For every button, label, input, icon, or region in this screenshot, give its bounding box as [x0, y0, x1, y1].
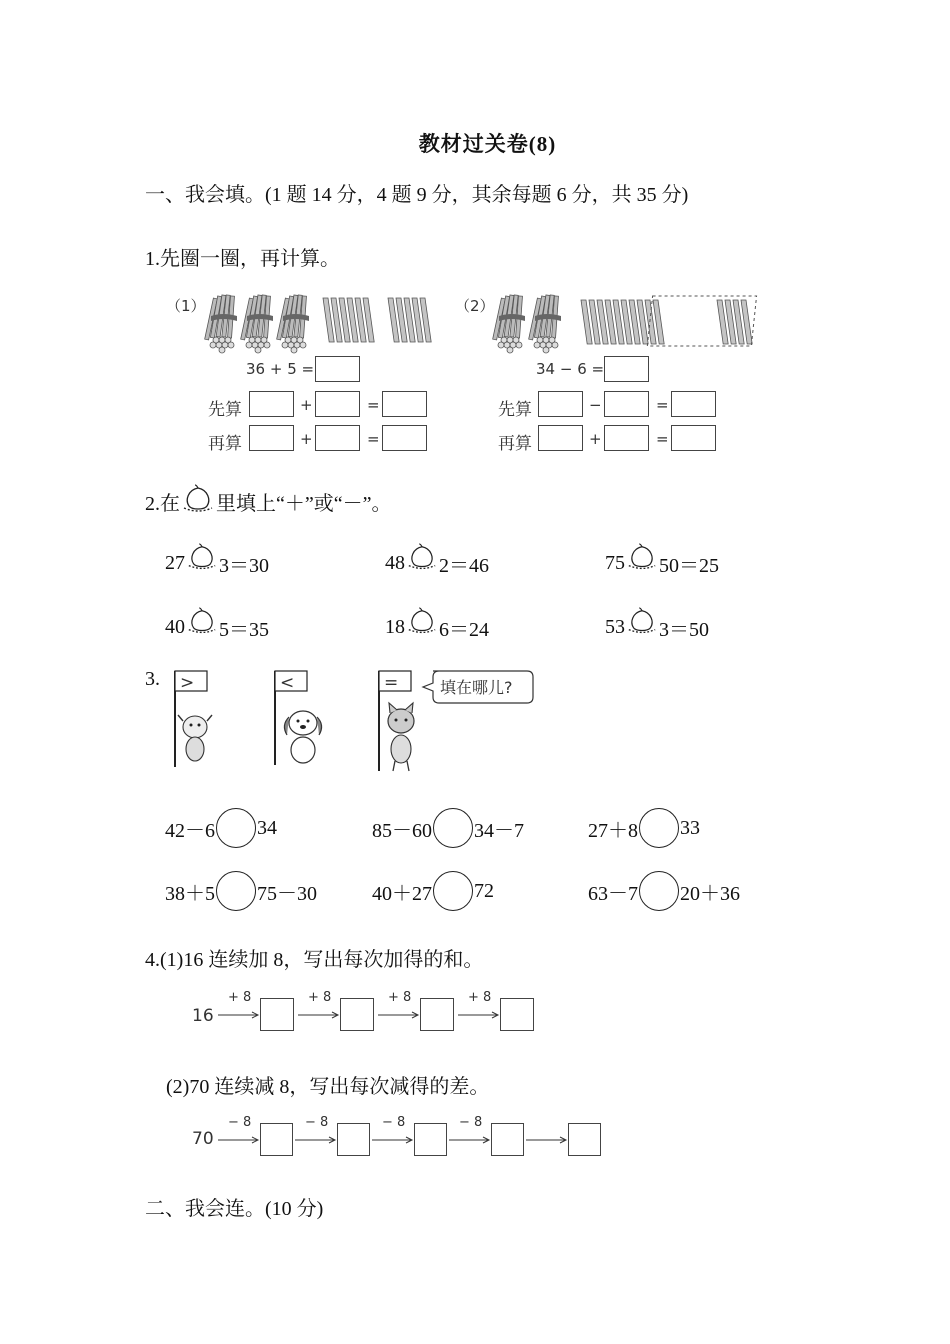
- q3-item: [165, 808, 277, 848]
- right-arrow-icon: [298, 1010, 342, 1020]
- q3-answer-circle[interactable]: [639, 871, 679, 911]
- q2-item: [605, 613, 709, 642]
- q1-part1-equation: 36 + 5 =: [246, 360, 315, 378]
- q3-answer-circle[interactable]: [433, 871, 473, 911]
- q2-operator-slot[interactable]: [625, 607, 659, 639]
- q2-item: [165, 613, 269, 642]
- q1-part1-then-box-c[interactable]: [382, 425, 427, 451]
- chain-answer-box[interactable]: [340, 998, 374, 1031]
- q1-part2-first-op: −: [589, 396, 602, 414]
- question-2-prompt-start: 2.在: [145, 492, 180, 515]
- q1-part2-first-box-b[interactable]: [604, 391, 649, 417]
- q1-part2-then-box-a[interactable]: [538, 425, 583, 451]
- q3-right: 34: [257, 816, 277, 839]
- q2-operator-slot[interactable]: [185, 543, 219, 575]
- q3-right: 33: [680, 816, 700, 839]
- q2-right: 5＝35: [219, 619, 269, 641]
- q2-left: 75: [605, 552, 625, 574]
- q3-left: 40＋27: [372, 882, 432, 905]
- q2-item: [605, 549, 719, 578]
- peach-icon: [180, 484, 216, 518]
- q1-part2-first-eq: =: [656, 396, 669, 414]
- q1-part2-then-box-b[interactable]: [604, 425, 649, 451]
- right-arrow-icon: [295, 1135, 339, 1145]
- step-label: + 8: [228, 990, 252, 1005]
- q3-item: [372, 808, 524, 848]
- q3-left: 85－60: [372, 819, 432, 842]
- question-2-prompt: [145, 484, 392, 518]
- q1-part2-label: （2）: [455, 297, 495, 315]
- q3-item: [588, 871, 740, 911]
- question-4-prompt-2: (2)70 连续减 8，写出每次减得的差。: [166, 1076, 490, 1098]
- q2-right: 6＝24: [439, 619, 489, 641]
- peach-icon: [185, 543, 219, 575]
- q3-flag-equal: =: [384, 673, 399, 693]
- q3-speech-bubble: 填在哪儿?: [440, 678, 513, 697]
- chain-answer-box[interactable]: [260, 998, 294, 1031]
- step-label: + 8: [388, 990, 412, 1005]
- q2-left: 18: [385, 616, 405, 638]
- q3-right: 34－7: [474, 819, 524, 842]
- q1-part2-first-label: 先算: [498, 400, 532, 420]
- q1-part2-sticks-illustration: [493, 292, 763, 354]
- right-arrow-icon: [372, 1135, 416, 1145]
- right-arrow-icon: [458, 1010, 502, 1020]
- section-2-heading: 二、我会连。(10 分): [145, 1198, 324, 1220]
- q1-part1-label: （1）: [166, 297, 206, 315]
- q1-part1-first-box-b[interactable]: [315, 391, 360, 417]
- question-2-prompt-end: 里填上“＋”或“－”。: [216, 492, 392, 515]
- chain-answer-box[interactable]: [500, 998, 534, 1031]
- chain-answer-box[interactable]: [414, 1123, 447, 1156]
- page-title: 教材过关卷(8): [418, 132, 557, 156]
- q2-operator-slot[interactable]: [185, 607, 219, 639]
- q2-left: 27: [165, 552, 185, 574]
- q3-answer-circle[interactable]: [433, 808, 473, 848]
- q1-part2-answer-box[interactable]: [604, 356, 649, 382]
- q2-operator-slot[interactable]: [625, 543, 659, 575]
- q1-part1-first-op: +: [300, 396, 313, 414]
- q1-part2-then-label: 再算: [498, 434, 532, 454]
- right-arrow-icon: [378, 1010, 422, 1020]
- q4-start-2: 70: [192, 1129, 214, 1149]
- peach-icon: [405, 543, 439, 575]
- right-arrow-icon: [218, 1010, 262, 1020]
- q3-item: [372, 871, 494, 911]
- q1-part1-then-label: 再算: [208, 434, 242, 454]
- q2-right: 3＝30: [219, 555, 269, 577]
- q1-part2-equation: 34 − 6 =: [536, 360, 605, 378]
- q1-part1-first-eq: =: [367, 396, 380, 414]
- q2-left: 48: [385, 552, 405, 574]
- peach-icon: [405, 607, 439, 639]
- q2-right: 2＝46: [439, 555, 489, 577]
- q1-part1-first-box-a[interactable]: [249, 391, 294, 417]
- question-1-prompt: 1.先圈一圈，再计算。: [145, 248, 340, 270]
- peach-icon: [185, 607, 219, 639]
- right-arrow-icon: [218, 1135, 262, 1145]
- section-1-heading: 一、我会填。(1 题 14 分，4 题 9 分，其余每题 6 分，共 35 分): [145, 184, 689, 206]
- q2-item: [165, 549, 269, 578]
- q3-answer-circle[interactable]: [216, 808, 256, 848]
- step-label: − 8: [382, 1115, 406, 1130]
- q3-left: 27＋8: [588, 819, 638, 842]
- q2-right: 50＝25: [659, 555, 719, 577]
- q1-part1-then-box-a[interactable]: [249, 425, 294, 451]
- q1-part1-first-box-c[interactable]: [382, 391, 427, 417]
- q4-start-1: 16: [192, 1006, 214, 1026]
- q1-part2-then-eq: =: [656, 430, 669, 448]
- question-3-number: 3.: [145, 668, 160, 690]
- q1-part2-first-box-c[interactable]: [671, 391, 716, 417]
- q3-right: 75－30: [257, 882, 317, 905]
- chain-answer-box[interactable]: [420, 998, 454, 1031]
- q2-item: [385, 613, 489, 642]
- step-label: − 8: [228, 1115, 252, 1130]
- q2-left: 53: [605, 616, 625, 638]
- q3-answer-circle[interactable]: [216, 871, 256, 911]
- q3-left: 42－6: [165, 819, 215, 842]
- q2-item: [385, 549, 489, 578]
- q1-part1-answer-box[interactable]: [315, 356, 360, 382]
- step-label: + 8: [308, 990, 332, 1005]
- step-label: + 8: [468, 990, 492, 1005]
- q1-part2-then-op: +: [589, 430, 602, 448]
- q3-left: 63－7: [588, 882, 638, 905]
- chain-answer-box[interactable]: [491, 1123, 524, 1156]
- q3-flag-less: <: [280, 673, 295, 693]
- step-label: − 8: [305, 1115, 329, 1130]
- q1-part1-then-eq: =: [367, 430, 380, 448]
- peach-icon: [625, 543, 659, 575]
- right-arrow-icon: [449, 1135, 493, 1145]
- q3-item: [588, 808, 700, 848]
- q1-part1-then-box-b[interactable]: [315, 425, 360, 451]
- q3-left: 38＋5: [165, 882, 215, 905]
- step-label: − 8: [459, 1115, 483, 1130]
- q3-answer-circle[interactable]: [639, 808, 679, 848]
- chain-answer-box[interactable]: [568, 1123, 601, 1156]
- peach-icon: [625, 607, 659, 639]
- chain-answer-box[interactable]: [337, 1123, 370, 1156]
- q1-part1-first-label: 先算: [208, 400, 242, 420]
- q3-right: 72: [474, 879, 494, 902]
- question-4-prompt-1: 4.(1)16 连续加 8，写出每次加得的和。: [145, 949, 484, 971]
- q3-flag-greater: >: [180, 673, 195, 693]
- q1-part2-then-box-c[interactable]: [671, 425, 716, 451]
- q2-operator-slot[interactable]: [405, 607, 439, 639]
- q3-item: [165, 871, 317, 911]
- right-arrow-icon: [526, 1135, 570, 1145]
- q1-part1-sticks-illustration: [205, 292, 445, 354]
- q2-left: 40: [165, 616, 185, 638]
- q1-part1-then-op: +: [300, 430, 313, 448]
- q2-operator-slot[interactable]: [405, 543, 439, 575]
- q1-part2-first-box-a[interactable]: [538, 391, 583, 417]
- chain-answer-box[interactable]: [260, 1123, 293, 1156]
- q2-right: 3＝50: [659, 619, 709, 641]
- q3-right: 20＋36: [680, 882, 740, 905]
